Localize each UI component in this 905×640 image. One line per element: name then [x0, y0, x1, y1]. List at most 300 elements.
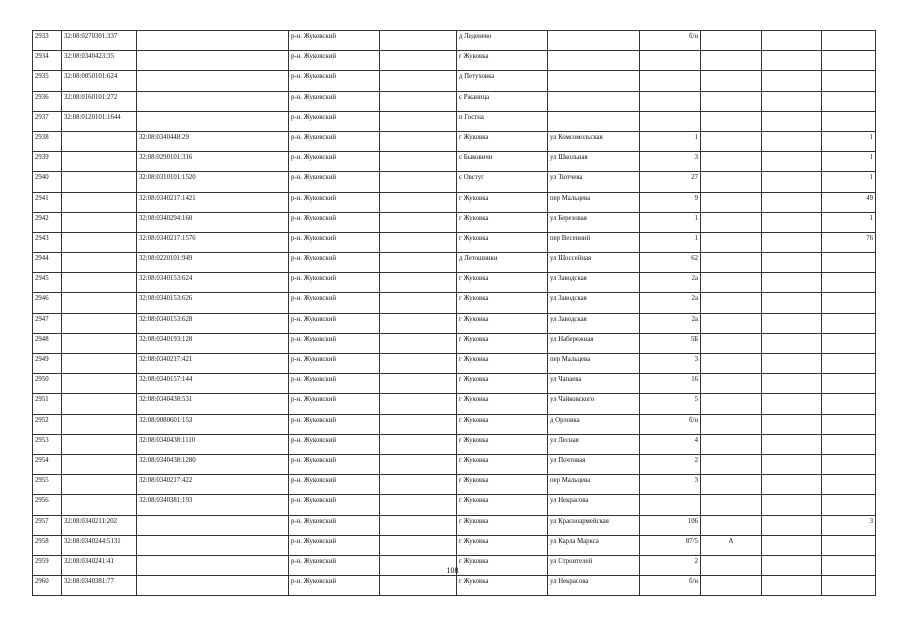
cell-np: г Жуковка: [457, 576, 548, 596]
cell-n: 2955: [33, 475, 62, 495]
cell-kv: [762, 273, 822, 293]
cell-s5: [380, 475, 457, 495]
cell-korp: [701, 454, 762, 474]
table-row: [33, 91, 876, 111]
cell-kad2: 32:08:0340448:29: [137, 131, 289, 151]
cell-kad2: 32:08:0310101:1520: [137, 172, 289, 192]
cell-kad2: 32:08:0080601:153: [137, 414, 289, 434]
cell-x: [822, 91, 876, 111]
cell-kad2: 32:08:0340193:128: [137, 333, 289, 353]
cell-kad1: [62, 172, 137, 192]
cell-house: 2а: [640, 273, 701, 293]
cell-kv: [762, 152, 822, 172]
table-row: [33, 152, 876, 172]
cell-house: 5Б: [640, 333, 701, 353]
cell-n: 2938: [33, 131, 62, 151]
cell-korp: [701, 333, 762, 353]
table-row: [33, 131, 876, 151]
cell-n: 2947: [33, 313, 62, 333]
cell-kad1: [62, 475, 137, 495]
cell-korp: [701, 51, 762, 71]
cell-korp: [701, 273, 762, 293]
cell-kad1: 32:08:0340423:35: [62, 51, 137, 71]
cell-raion: р-н. Жуковский: [289, 313, 380, 333]
cell-street: ул Лесная: [548, 434, 640, 454]
cell-street: ул Чапаева: [548, 374, 640, 394]
cell-kv: [762, 434, 822, 454]
table-row: [33, 253, 876, 273]
cell-x: 3: [822, 515, 876, 535]
cell-s5: [380, 394, 457, 414]
cell-x: [822, 495, 876, 515]
cell-np: г Жуковка: [457, 293, 548, 313]
cell-street: ул Чайковского: [548, 394, 640, 414]
table-row: [33, 354, 876, 374]
cell-house: б/н: [640, 414, 701, 434]
cell-s5: [380, 414, 457, 434]
cell-street: [548, 111, 640, 131]
cell-kad1: [62, 333, 137, 353]
table-row: [33, 475, 876, 495]
cell-kv: [762, 91, 822, 111]
cell-x: [822, 475, 876, 495]
cell-raion: р-н. Жуковский: [289, 576, 380, 596]
cell-raion: р-н. Жуковский: [289, 91, 380, 111]
cell-kad2: 32:08:0290101:316: [137, 152, 289, 172]
cell-s5: [380, 51, 457, 71]
cell-n: 2936: [33, 91, 62, 111]
cell-kad1: [62, 293, 137, 313]
cell-korp: [701, 495, 762, 515]
cell-x: 76: [822, 232, 876, 252]
cell-street: ул Набережная: [548, 333, 640, 353]
cell-np: г Жуковка: [457, 434, 548, 454]
cell-np: д Леденево: [457, 31, 548, 51]
cell-s5: [380, 333, 457, 353]
cell-kad2: [137, 576, 289, 596]
table-row: [33, 31, 876, 51]
cell-np: г Жуковка: [457, 515, 548, 535]
cell-x: [822, 535, 876, 555]
cell-korp: [701, 475, 762, 495]
cell-x: 1: [822, 172, 876, 192]
cell-korp: [701, 131, 762, 151]
cell-s5: [380, 434, 457, 454]
cell-kv: [762, 253, 822, 273]
cell-kv: [762, 374, 822, 394]
cell-house: 2а: [640, 313, 701, 333]
cell-korp: [701, 232, 762, 252]
cell-kad1: [62, 354, 137, 374]
cell-kad1: [62, 232, 137, 252]
cell-street: пер Весенний: [548, 232, 640, 252]
cell-s5: [380, 172, 457, 192]
cell-kad2: 32:08:0340217:422: [137, 475, 289, 495]
cell-x: [822, 273, 876, 293]
cell-kad1: 32:08:0340211:202: [62, 515, 137, 535]
cell-house: [640, 51, 701, 71]
cell-raion: р-н. Жуковский: [289, 253, 380, 273]
cell-s5: [380, 576, 457, 596]
table-row: [33, 515, 876, 535]
cell-kad2: 32:08:0340438:1110: [137, 434, 289, 454]
cell-n: 2950: [33, 374, 62, 394]
cell-np: г Жуковка: [457, 212, 548, 232]
cell-kv: [762, 535, 822, 555]
cell-raion: р-н. Жуковский: [289, 333, 380, 353]
cell-s5: [380, 212, 457, 232]
cell-house: 3: [640, 152, 701, 172]
cell-kad2: 32:08:0340153:624: [137, 273, 289, 293]
cell-street: ул Заводская: [548, 273, 640, 293]
cell-house: [640, 71, 701, 91]
cell-raion: р-н. Жуковский: [289, 515, 380, 535]
cell-house: [640, 111, 701, 131]
cell-kad1: [62, 192, 137, 212]
cell-np: г Жуковка: [457, 454, 548, 474]
cell-kv: [762, 71, 822, 91]
cell-raion: р-н. Жуковский: [289, 475, 380, 495]
table-row: [33, 172, 876, 192]
cell-kad2: 32:08:0220101:949: [137, 253, 289, 273]
cell-kad1: 32:08:0160101:272: [62, 91, 137, 111]
cell-kv: [762, 576, 822, 596]
table-row: [33, 212, 876, 232]
cell-n: 2960: [33, 576, 62, 596]
cell-kv: [762, 475, 822, 495]
cell-korp: [701, 515, 762, 535]
cell-house: 62: [640, 253, 701, 273]
cell-kv: [762, 212, 822, 232]
cell-n: 2934: [33, 51, 62, 71]
cell-s5: [380, 111, 457, 131]
cell-korp: [701, 71, 762, 91]
cell-kad2: [137, 71, 289, 91]
cell-np: г Жуковка: [457, 535, 548, 555]
table-row: [33, 313, 876, 333]
table-row: [33, 576, 876, 596]
cell-s5: [380, 273, 457, 293]
cell-street: ул Заводская: [548, 293, 640, 313]
cell-n: 2951: [33, 394, 62, 414]
cell-house: 4: [640, 434, 701, 454]
cell-korp: [701, 354, 762, 374]
cell-kv: [762, 354, 822, 374]
cell-kad2: [137, 515, 289, 535]
cell-x: [822, 253, 876, 273]
cell-x: 1: [822, 152, 876, 172]
cell-house: 106: [640, 515, 701, 535]
cell-kad1: 32:08:0340381:77: [62, 576, 137, 596]
cell-raion: р-н. Жуковский: [289, 232, 380, 252]
cell-kad1: [62, 414, 137, 434]
cell-n: 2945: [33, 273, 62, 293]
cell-x: [822, 51, 876, 71]
cell-np: п Гостна: [457, 111, 548, 131]
cell-n: 2959: [33, 555, 62, 575]
cell-house: 1: [640, 232, 701, 252]
cell-n: 2948: [33, 333, 62, 353]
cell-s5: [380, 131, 457, 151]
cell-x: [822, 313, 876, 333]
cell-raion: р-н. Жуковский: [289, 414, 380, 434]
cell-raion: р-н. Жуковский: [289, 535, 380, 555]
cell-kv: [762, 495, 822, 515]
cell-street: ул Строителей: [548, 555, 640, 575]
cell-street: ул Некрасова: [548, 576, 640, 596]
cell-korp: [701, 434, 762, 454]
cell-s5: [380, 454, 457, 474]
cell-kv: [762, 333, 822, 353]
cell-street: ул Красноармейская: [548, 515, 640, 535]
cell-house: 2: [640, 555, 701, 575]
cell-n: 2940: [33, 172, 62, 192]
cell-street: ул Шоссейная: [548, 253, 640, 273]
cell-korp: [701, 253, 762, 273]
cell-s5: [380, 152, 457, 172]
cell-kad2: 32:08:0340157:144: [137, 374, 289, 394]
table-row: [33, 394, 876, 414]
cell-street: ул Тютчева: [548, 172, 640, 192]
table-row: [33, 232, 876, 252]
cell-raion: р-н. Жуковский: [289, 111, 380, 131]
table-row: [33, 111, 876, 131]
cell-np: г Жуковка: [457, 131, 548, 151]
cell-np: г Жуковка: [457, 51, 548, 71]
cell-s5: [380, 91, 457, 111]
table-row: [33, 535, 876, 555]
cell-kad2: [137, 535, 289, 555]
cell-x: [822, 394, 876, 414]
cell-kad1: 32:08:0050101:624: [62, 71, 137, 91]
cell-korp: [701, 374, 762, 394]
cell-raion: р-н. Жуковский: [289, 212, 380, 232]
cell-house: 1: [640, 212, 701, 232]
cell-kv: [762, 414, 822, 434]
cell-raion: р-н. Жуковский: [289, 51, 380, 71]
cell-street: ул Некрасова: [548, 495, 640, 515]
table-row: [33, 51, 876, 71]
cell-kad1: [62, 454, 137, 474]
cell-kv: [762, 232, 822, 252]
cell-kad1: 32:08:0120101:1644: [62, 111, 137, 131]
cell-kad1: [62, 434, 137, 454]
cell-street: ул Заводская: [548, 313, 640, 333]
cell-kv: [762, 515, 822, 535]
cell-house: [640, 495, 701, 515]
cell-house: [640, 91, 701, 111]
cell-kad2: [137, 31, 289, 51]
table-row: [33, 192, 876, 212]
cell-n: 2957: [33, 515, 62, 535]
cell-korp: [701, 212, 762, 232]
cell-n: 2954: [33, 454, 62, 474]
cell-np: г Жуковка: [457, 273, 548, 293]
cell-n: 2943: [33, 232, 62, 252]
cell-raion: р-н. Жуковский: [289, 394, 380, 414]
cell-x: [822, 31, 876, 51]
cell-x: [822, 293, 876, 313]
cell-np: с Овстуг: [457, 172, 548, 192]
cell-house: 1: [640, 131, 701, 151]
cell-kad1: [62, 131, 137, 151]
cell-street: пер Мальцева: [548, 192, 640, 212]
cell-korp: [701, 394, 762, 414]
cell-x: [822, 354, 876, 374]
cell-street: [548, 51, 640, 71]
cell-raion: р-н. Жуковский: [289, 354, 380, 374]
cell-kad2: 32:08:0340217:1576: [137, 232, 289, 252]
cell-kad2: 32:08:0340438:1280: [137, 454, 289, 474]
cell-kad1: [62, 253, 137, 273]
cell-x: 49: [822, 192, 876, 212]
cell-kv: [762, 51, 822, 71]
cell-n: 2958: [33, 535, 62, 555]
table-row: [33, 273, 876, 293]
cell-korp: [701, 31, 762, 51]
cell-korp: [701, 111, 762, 131]
cell-kv: [762, 394, 822, 414]
cell-n: 2937: [33, 111, 62, 131]
cell-kv: [762, 454, 822, 474]
cell-street: [548, 91, 640, 111]
cell-np: г Жуковка: [457, 495, 548, 515]
cell-kad1: [62, 212, 137, 232]
cell-n: 2942: [33, 212, 62, 232]
cell-s5: [380, 293, 457, 313]
cell-np: г Жуковка: [457, 555, 548, 575]
cell-np: г Жуковка: [457, 232, 548, 252]
cell-korp: [701, 172, 762, 192]
cell-n: 2949: [33, 354, 62, 374]
cell-s5: [380, 232, 457, 252]
table-row: [33, 454, 876, 474]
cell-s5: [380, 71, 457, 91]
cell-np: г Жуковка: [457, 313, 548, 333]
cell-np: д Петуховка: [457, 71, 548, 91]
table-row: [33, 71, 876, 91]
cell-kv: [762, 111, 822, 131]
cell-street: [548, 31, 640, 51]
cell-raion: р-н. Жуковский: [289, 131, 380, 151]
table-row: [33, 495, 876, 515]
cell-x: [822, 333, 876, 353]
table-body: [33, 31, 876, 596]
cell-kad1: [62, 394, 137, 414]
cell-kad2: 32:08:0340438:531: [137, 394, 289, 414]
cell-house: б/н: [640, 576, 701, 596]
cell-np: г Жуковка: [457, 414, 548, 434]
cell-kv: [762, 313, 822, 333]
cell-kad1: 32:08:0340244:5131: [62, 535, 137, 555]
cell-kad1: [62, 152, 137, 172]
registry-table: [32, 30, 876, 596]
cell-raion: р-н. Жуковский: [289, 495, 380, 515]
cell-raion: р-н. Жуковский: [289, 71, 380, 91]
cell-n: 2953: [33, 434, 62, 454]
cell-np: г Жуковка: [457, 354, 548, 374]
table-row: [33, 293, 876, 313]
cell-x: 1: [822, 131, 876, 151]
cell-street: [548, 71, 640, 91]
cell-kv: [762, 31, 822, 51]
cell-x: [822, 576, 876, 596]
cell-np: г Жуковка: [457, 374, 548, 394]
cell-korp: [701, 414, 762, 434]
cell-s5: [380, 374, 457, 394]
cell-street: ул Школьная: [548, 152, 640, 172]
cell-house: 27: [640, 172, 701, 192]
cell-kad2: 32:08:0340294:160: [137, 212, 289, 232]
cell-x: [822, 111, 876, 131]
cell-house: 16: [640, 374, 701, 394]
cell-n: 2935: [33, 71, 62, 91]
cell-kv: [762, 131, 822, 151]
cell-s5: [380, 192, 457, 212]
cell-x: [822, 414, 876, 434]
cell-np: г Жуковка: [457, 192, 548, 212]
cell-kad1: [62, 374, 137, 394]
cell-n: 2939: [33, 152, 62, 172]
cell-raion: р-н. Жуковский: [289, 152, 380, 172]
cell-house: 2: [640, 454, 701, 474]
cell-raion: р-н. Жуковский: [289, 434, 380, 454]
cell-n: 2944: [33, 253, 62, 273]
cell-kad2: 32:08:0340381:193: [137, 495, 289, 515]
cell-raion: р-н. Жуковский: [289, 273, 380, 293]
cell-street: пер Мальцева: [548, 475, 640, 495]
cell-house: 3: [640, 475, 701, 495]
cell-x: 1: [822, 212, 876, 232]
cell-kad1: [62, 495, 137, 515]
table-row: [33, 414, 876, 434]
cell-n: 2956: [33, 495, 62, 515]
cell-house: 3: [640, 354, 701, 374]
cell-np: д Летошники: [457, 253, 548, 273]
cell-house: 2а: [640, 293, 701, 313]
cell-np: с Быковичи: [457, 152, 548, 172]
cell-kad1: 32:08:0340241:41: [62, 555, 137, 575]
cell-kad2: [137, 111, 289, 131]
cell-s5: [380, 535, 457, 555]
cell-house: 5: [640, 394, 701, 414]
cell-kad2: 32:08:0340217:1421: [137, 192, 289, 212]
cell-kad2: [137, 51, 289, 71]
cell-n: 2952: [33, 414, 62, 434]
cell-s5: [380, 515, 457, 535]
cell-raion: р-н. Жуковский: [289, 374, 380, 394]
cell-s5: [380, 31, 457, 51]
cell-kad1: 32:08:0270301:337: [62, 31, 137, 51]
cell-x: [822, 454, 876, 474]
cell-s5: [380, 354, 457, 374]
cell-raion: р-н. Жуковский: [289, 31, 380, 51]
cell-house: 9: [640, 192, 701, 212]
table-row: [33, 333, 876, 353]
cell-korp: [701, 192, 762, 212]
cell-x: [822, 374, 876, 394]
cell-korp: А: [701, 535, 762, 555]
cell-street: ул Карла Маркса: [548, 535, 640, 555]
cell-raion: р-н. Жуковский: [289, 192, 380, 212]
cell-kad2: 32:08:0340153:628: [137, 313, 289, 333]
cell-street: пер Мальцева: [548, 354, 640, 374]
table-row: [33, 434, 876, 454]
cell-n: 2933: [33, 31, 62, 51]
cell-kv: [762, 172, 822, 192]
cell-x: [822, 71, 876, 91]
cell-x: [822, 434, 876, 454]
